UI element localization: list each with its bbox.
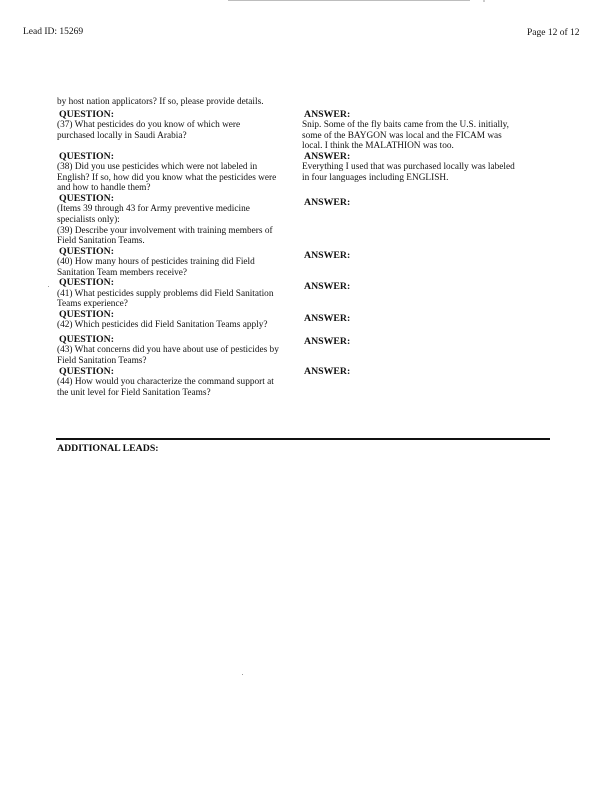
additional-leads-heading: ADDITIONAL LEADS: (57, 443, 159, 454)
qa-row-41 (57, 278, 550, 310)
qa-row-43 (57, 335, 550, 367)
qa-row-42 (57, 310, 550, 331)
question-line: (Items 39 through 43 for Army preventive medicine (57, 204, 250, 215)
question-line: purchased locally in Saudi Arabia? (57, 130, 187, 141)
scan-artifact-dot (483, 0, 485, 2)
answer-label: ANSWER: (304, 249, 351, 261)
question-line: (40) How many hours of pesticides training did Field (57, 257, 255, 268)
answer-line: local. I think the MALATHION was too. (302, 141, 454, 152)
question-line: (41) What pesticides supply problems did Field Sanitation (57, 288, 274, 299)
intro-continuation: by host nation applicators? If so, please provide details. (57, 97, 264, 107)
question-line: (37) What pesticides do you know of which were (57, 120, 241, 130)
question-line: specialists only): (57, 214, 120, 225)
answer-label: ANSWER: (304, 281, 351, 293)
question-line: (43) What concerns did you have about use of pesticides by (57, 345, 279, 356)
answer-label: ANSWER: (304, 108, 351, 120)
question-label: QUESTION: (59, 108, 114, 120)
answer-line: some of the BAYGON was local and the FICAM was (302, 130, 502, 141)
question-line: (38) Did you use pesticides which were not labeled in (57, 162, 258, 173)
question-line: Field Sanitation Teams? (57, 355, 147, 366)
question-line: (44) How would you characterize the command support at (57, 376, 274, 387)
answer-label: ANSWER: (304, 365, 351, 377)
answer-block (300, 367, 552, 399)
qa-row-40 (57, 247, 550, 279)
answer-label: ANSWER: (304, 196, 351, 208)
question-label: QUESTION: (59, 333, 114, 345)
question-block (57, 152, 300, 194)
answer-line: in four languages including ENGLISH. (302, 172, 449, 183)
question-line: English? If so, how did you know what the pesticides were (57, 172, 277, 183)
question-block (57, 335, 300, 367)
question-line: Teams experience? (57, 299, 128, 310)
question-line: the unit level for Field Sanitation Teams? (57, 387, 211, 398)
answer-label: ANSWER: (304, 312, 351, 324)
scan-speck (242, 674, 243, 675)
answer-block (300, 310, 552, 331)
qa-row-44 (57, 367, 550, 399)
question-block (57, 310, 300, 331)
answer-block (300, 335, 552, 367)
question-label: QUESTION: (59, 365, 114, 377)
question-line: and how to handle them? (57, 183, 151, 194)
question-label: QUESTION: (59, 308, 114, 320)
answer-label: ANSWER: (304, 335, 351, 347)
answer-block (300, 152, 552, 194)
qa-row-38 (57, 152, 550, 194)
question-line: Field Sanitation Teams. (57, 236, 145, 247)
question-block (57, 367, 300, 399)
question-line: (39) Describe your involvement with training members of (57, 225, 273, 236)
qa-row-39 (57, 194, 550, 247)
section-divider (56, 438, 550, 440)
question-block (57, 278, 300, 310)
scan-speck (48, 286, 49, 287)
scan-artifact-line (228, 0, 470, 1)
answer-label: ANSWER: (304, 150, 351, 162)
question-label: QUESTION: (59, 150, 114, 162)
answer-line: Everything I used that was purchased locally was labeled (302, 162, 515, 173)
questionnaire-body (57, 97, 550, 398)
answer-block (300, 247, 552, 279)
answer-line: Snip. Some of the fly baits came from the U.S. initially, (302, 120, 509, 130)
question-block (57, 247, 300, 279)
page-number: Page 12 of 12 (527, 28, 580, 38)
question-label: QUESTION: (59, 192, 114, 204)
qa-row-37 (57, 110, 550, 152)
question-line: Sanitation Team members receive? (57, 267, 188, 278)
question-line: (42) Which pesticides did Field Sanitation Teams apply? (57, 320, 268, 331)
lead-id: Lead ID: 15269 (23, 27, 84, 37)
answer-block (300, 194, 552, 247)
question-label: QUESTION: (59, 277, 114, 289)
answer-block (300, 110, 552, 152)
question-block (57, 110, 300, 152)
answer-block (300, 278, 552, 310)
question-block (57, 194, 300, 247)
question-label: QUESTION: (59, 245, 114, 257)
